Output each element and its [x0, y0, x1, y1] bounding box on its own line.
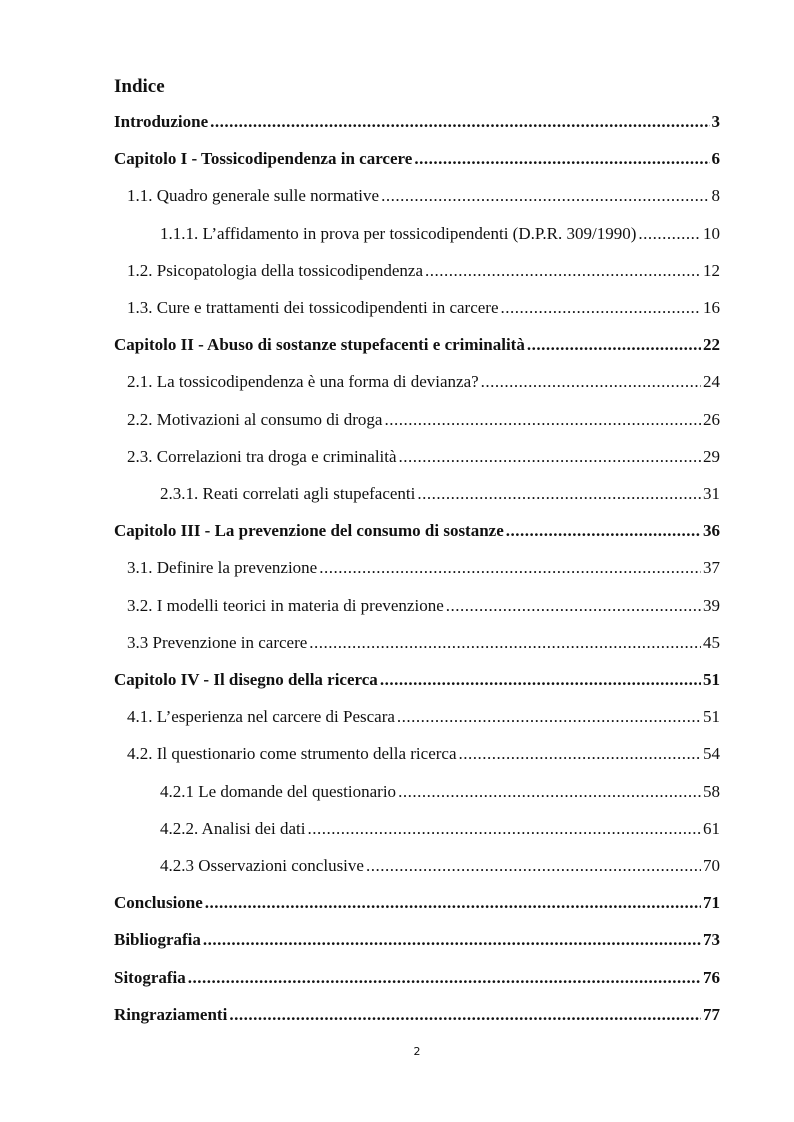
toc-entry-page: 10 — [703, 223, 720, 243]
toc-entry-label: 2.3.1. Reati correlati agli stupefacenti — [160, 484, 416, 503]
toc-entry-label: Capitolo II - Abuso di sostanze stupefacenti e criminalità — [114, 335, 525, 355]
toc-entry-label: Conclusione — [114, 893, 203, 913]
toc-entry-page: 39 — [703, 595, 720, 615]
toc-dot-leader — [459, 742, 702, 766]
toc-entry-page: 37 — [703, 558, 720, 578]
toc-entry[interactable] — [160, 817, 720, 841]
toc-dot-leader — [384, 408, 701, 432]
toc-dot-leader — [417, 482, 701, 506]
toc-entry[interactable] — [127, 445, 720, 469]
toc-dot-leader — [203, 928, 701, 952]
toc-entry-label: Introduzione — [114, 112, 209, 131]
toc-entry-label: 4.2.3 Osservazioni conclusive — [160, 856, 364, 875]
toc-entry-page: 3 — [711, 112, 720, 131]
toc-dot-leader — [506, 519, 701, 543]
toc-dot-leader — [501, 296, 701, 320]
toc-entry[interactable] — [127, 594, 720, 618]
toc-entry[interactable] — [160, 222, 720, 246]
toc-dot-leader — [638, 222, 701, 246]
toc-entry-page: 51 — [703, 707, 720, 727]
toc-entry-label: 4.1. L’esperienza nel carcere di Pescara — [127, 707, 395, 727]
toc-entry-label: 2.2. Motivazioni al consumo di droga — [127, 409, 383, 429]
toc-entry-page: 6 — [711, 149, 720, 169]
toc-dot-leader — [380, 668, 701, 692]
toc-entry-label: Bibliografia — [114, 930, 201, 950]
toc-entry-label: 4.2. Il questionario come strumento della ricerca — [127, 744, 457, 764]
toc-entry[interactable] — [160, 482, 720, 506]
page-title: Indice — [114, 76, 165, 97]
toc-entry[interactable] — [114, 668, 720, 692]
toc-dot-leader — [205, 891, 701, 915]
toc-entry-page: 71 — [703, 893, 720, 913]
toc-entry-label: Capitolo I - Tossicodipendenza in carcere — [114, 149, 413, 169]
toc-entry-page: 22 — [703, 335, 720, 355]
toc-entry-label: Capitolo IV - Il disegno della ricerca — [114, 670, 378, 689]
toc-entry[interactable] — [127, 259, 720, 283]
toc-dot-leader — [307, 817, 701, 841]
page-number: 2 — [413, 1045, 421, 1058]
toc-entry-label: 1.3. Cure e trattamenti dei tossicodipendenti in carcere — [127, 298, 499, 317]
toc-entry-page: 61 — [703, 818, 720, 838]
toc-entry-page: 12 — [703, 260, 720, 280]
toc-dot-leader — [414, 147, 709, 171]
toc-entry-page: 51 — [703, 670, 720, 689]
toc-entry-page: 29 — [703, 446, 720, 466]
toc-entry-page: 26 — [703, 409, 720, 429]
toc-entry-label: 4.2.2. Analisi dei dati — [160, 818, 306, 838]
toc-dot-leader — [397, 705, 701, 729]
toc-dot-leader — [481, 370, 701, 394]
toc-entry-label: Ringraziamenti — [114, 1004, 228, 1024]
toc-entry-page: 16 — [703, 298, 720, 317]
toc-entry-page: 76 — [703, 967, 720, 987]
toc-dot-leader — [398, 780, 701, 804]
toc-entry[interactable] — [114, 966, 720, 990]
toc-entry-label: 1.1. Quadro generale sulle normative — [127, 186, 380, 206]
toc-entry[interactable] — [160, 780, 720, 804]
toc-entry[interactable] — [127, 705, 720, 729]
toc-dot-leader — [399, 445, 701, 469]
toc-dot-leader — [229, 1003, 701, 1027]
toc-entry-label: 1.1.1. L’affidamento in prova per tossicodipendenti (D.P.R. 309/1990) — [160, 223, 637, 243]
toc-entry[interactable] — [114, 147, 720, 171]
toc-entry[interactable] — [114, 1003, 720, 1027]
toc-entry-page: 45 — [703, 632, 720, 652]
toc-entry[interactable] — [114, 333, 720, 357]
toc-dot-leader — [188, 966, 701, 990]
toc-entry[interactable] — [127, 296, 720, 320]
toc-entry-label: 3.3 Prevenzione in carcere — [127, 632, 308, 652]
toc-entry-page: 70 — [703, 856, 720, 875]
toc-entry[interactable] — [114, 519, 720, 543]
toc-entry[interactable] — [114, 110, 720, 134]
toc-entry[interactable] — [114, 891, 720, 915]
toc-entry-label: 3.2. I modelli teorici in materia di prevenzione — [127, 595, 444, 615]
toc-entry-page: 77 — [703, 1004, 720, 1024]
toc-dot-leader — [366, 854, 701, 878]
toc-dot-leader — [309, 631, 701, 655]
toc-entry-label: Sitografia — [114, 967, 186, 987]
toc-entry-page: 36 — [703, 521, 720, 541]
toc-entry-page: 24 — [703, 372, 720, 392]
toc-entry[interactable] — [127, 556, 720, 580]
toc-entry-page: 8 — [711, 186, 720, 206]
toc-entry-label: Capitolo III - La prevenzione del consumo di sostanze — [114, 521, 504, 541]
toc-dot-leader — [425, 259, 701, 283]
toc-entry-label: 1.2. Psicopatologia della tossicodipendenza — [127, 260, 424, 280]
toc-entry-page: 31 — [703, 484, 720, 503]
toc-entry[interactable] — [127, 742, 720, 766]
toc-entry-label: 2.3. Correlazioni tra droga e criminalità — [127, 446, 397, 466]
toc-entry[interactable] — [127, 184, 720, 208]
toc-dot-leader — [381, 184, 709, 208]
toc-entry-page: 73 — [703, 930, 720, 950]
toc-entry[interactable] — [160, 854, 720, 878]
toc-dot-leader — [210, 110, 709, 134]
toc-entry-label: 2.1. La tossicodipendenza è una forma di devianza? — [127, 372, 479, 392]
toc-entry-page: 54 — [703, 744, 720, 764]
toc-dot-leader — [446, 594, 701, 618]
toc-entry-label: 3.1. Definire la prevenzione — [127, 558, 318, 578]
toc-dot-leader — [319, 556, 701, 580]
toc-entry-label: 4.2.1 Le domande del questionario — [160, 781, 397, 801]
toc-dot-leader — [527, 333, 701, 357]
toc-entry[interactable] — [127, 408, 720, 432]
toc-entry[interactable] — [114, 928, 720, 952]
toc-entry-page: 58 — [703, 781, 720, 801]
toc-entry[interactable] — [127, 370, 720, 394]
toc-entry[interactable] — [127, 631, 720, 655]
